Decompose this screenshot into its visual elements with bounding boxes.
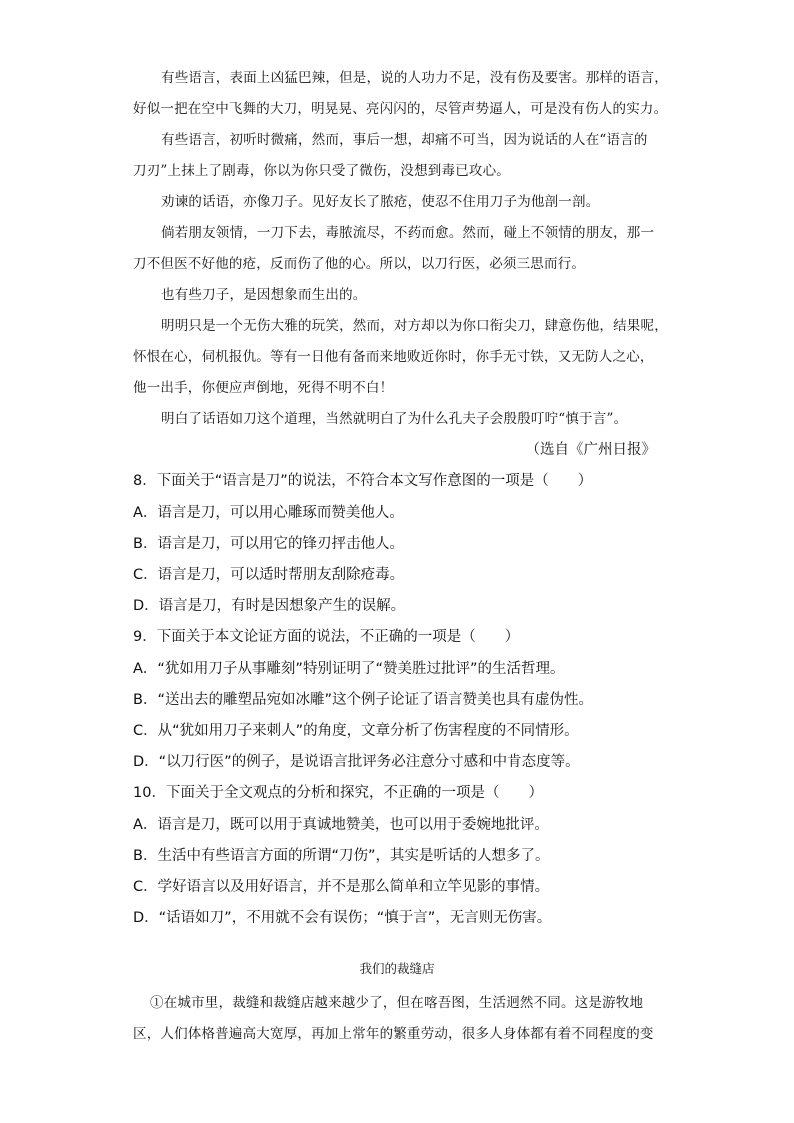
option-a: A．语言是刀，既可以用于真诚地赞美，也可以用于委婉地批评。 [133, 817, 549, 833]
question-stem: 10．下面关于全文观点的分析和探究，不正确的一项是（ ） [133, 785, 543, 801]
next-article-line: ①在城市里，裁缝和裁缝店越来越少了，但在喀吾图，生活迥然不同。这是游牧地 [150, 995, 644, 1011]
essay-line: 他一出手，你便应声倒地，死得不明不白！ [133, 380, 394, 396]
option-a: A．语言是刀，可以用心雕琢而赞美他人。 [133, 505, 404, 521]
essay-line: 刀刃”上抹上了剧毒，你以为你只受了微伤，没想到毒已攻心。 [133, 163, 511, 179]
option-d: D．“以刀行医”的例子，是说语言批评务必注意分寸感和中肯态度等。 [133, 754, 580, 770]
essay-line: 明明只是一个无伤大雅的玩笑，然而，对方却以为你口衔尖刀，肆意伤他，结果呢， [161, 318, 668, 334]
option-b: B．生活中有些语言方面的所谓“刀伤”，其实是听话的人想多了。 [133, 848, 550, 864]
essay-line: 刀不但医不好他的疮，反而伤了他的心。所以，以刀行医，必须三思而行。 [133, 256, 586, 272]
essay-line: 好似一把在空中飞舞的大刀，明晃晃、亮闪闪的，尽管声势逼人，可是没有伤人的实力。 [133, 101, 668, 117]
essay-line: 怀恨在心，伺机报仇。等有一日他有备而来地败近你时，你手无寸铁，又无防人之心， [133, 349, 654, 365]
essay-line: 倘若朋友领情，一刀下去，毒脓流尽，不药而愈。然而，碰上不领情的朋友，那一 [161, 225, 655, 241]
option-d: D．“话语如刀”，不用就不会有误伤；“慎于言”，无言则无伤害。 [133, 910, 552, 926]
essay-line: 也有些刀子，是因想象而生出的。 [161, 287, 367, 303]
essay-line: 有些语言，表面上凶猛巴辣，但是，说的人功力不足，没有伤及要害。那样的语言， [161, 70, 668, 86]
essay-source: （选自《广州日报》 [525, 442, 656, 458]
essay-line: 劝谏的话语，亦像刀子。见好友长了脓疮，使忍不住用刀子为他剖一剖。 [161, 194, 600, 210]
question-stem: 8．下面关于“语言是刀”的说法，不符合本文写作意图的一项是（ ） [133, 473, 593, 489]
option-b: B．“送出去的雕塑品宛如冰雕”这个例子论证了语言赞美也具有虚伪性。 [133, 692, 593, 708]
next-article-title: 我们的裁缝店 [359, 961, 435, 976]
question-stem: 9．下面关于本文论证方面的说法，不正确的一项是（ ） [133, 629, 520, 645]
option-c: C．从“犹如用刀子来刺人”的角度，文章分析了伤害程度的不同情形。 [133, 723, 579, 739]
essay-line: 明白了话语如刀这个道理，当然就明白了为什么孔夫子会殷殷叮咛“慎于言”。 [161, 411, 628, 427]
option-c: C．语言是刀，可以适时帮朋友刮除疮毒。 [133, 567, 405, 583]
option-a: A．“犹如用刀子从事雕刻”特别证明了“赞美胜过批评”的生活哲理。 [133, 661, 565, 677]
essay-line: 有些语言，初听时微痛，然而，事后一想，却痛不可当，因为说话的人在“语言的 [161, 132, 648, 148]
option-d: D．语言是刀，有时是因想象产生的误解。 [133, 598, 406, 614]
option-b: B．语言是刀，可以用它的锋刃抨击他人。 [133, 536, 404, 552]
next-article-line: 区，人们体格普遍高大宽厚，再加上常年的繁重劳动，很多人身体都有着不同程度的变 [133, 1026, 654, 1042]
option-c: C．学好语言以及用好语言，并不是那么简单和立竿见影的事情。 [133, 879, 550, 895]
